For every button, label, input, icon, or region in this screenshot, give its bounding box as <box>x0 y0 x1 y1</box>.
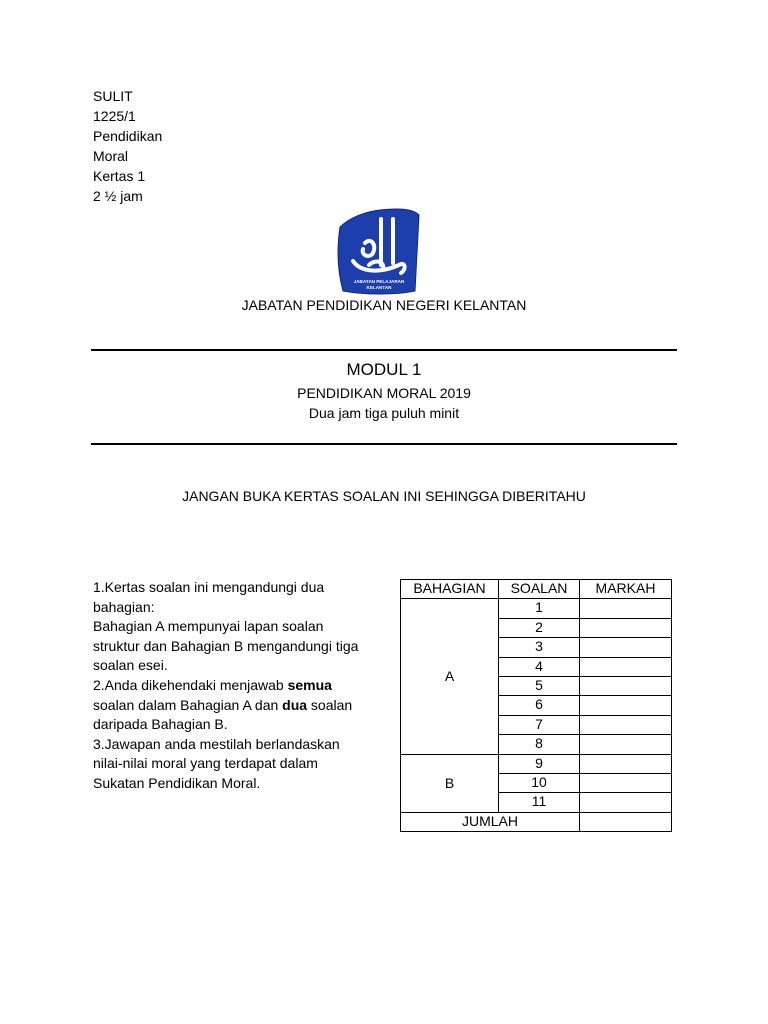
question-number: 11 <box>499 793 580 812</box>
mark-cell <box>580 735 672 754</box>
total-label: JUMLAH <box>401 812 580 831</box>
question-number: 5 <box>499 676 580 695</box>
emphasis-dua: dua <box>282 696 308 713</box>
question-number: 1 <box>499 599 580 618</box>
question-number: 9 <box>499 754 580 773</box>
department-name: JABATAN PENDIDIKAN NEGERI KELANTAN <box>241 297 527 313</box>
paper-header <box>93 86 162 206</box>
paper-code: 1225/1 <box>93 108 136 124</box>
module-title: MODUL 1 <box>346 360 422 379</box>
mark-cell <box>580 599 672 618</box>
top-divider <box>91 349 677 351</box>
question-number: 10 <box>499 773 580 792</box>
section-b-cell: B <box>401 754 499 812</box>
header-soalan: SOALAN <box>499 580 580 599</box>
question-number: 2 <box>499 618 580 637</box>
classification-label: SULIT <box>93 88 133 104</box>
emphasis-semua: semua <box>287 676 332 693</box>
exam-subject: PENDIDIKAN MORAL 2019 <box>297 385 471 401</box>
total-row <box>401 812 672 831</box>
department-logo <box>335 203 423 299</box>
instructions <box>93 578 373 794</box>
instruction-2: 2.Anda dikehendaki menjawab semua soalan dalam Bahagian A dan dua soalan daripada Bahagian B. <box>93 676 353 733</box>
svg-text:JABATAN PELAJARAN: JABATAN PELAJARAN <box>353 279 405 284</box>
table-header-row <box>401 580 672 599</box>
svg-text:KELANTAN: KELANTAN <box>366 285 392 290</box>
question-number: 8 <box>499 735 580 754</box>
total-mark-cell <box>580 812 672 831</box>
table-row <box>401 599 672 618</box>
mark-cell <box>580 715 672 734</box>
table-row <box>401 754 672 773</box>
question-number: 7 <box>499 715 580 734</box>
mark-cell <box>580 676 672 695</box>
mark-cell <box>580 754 672 773</box>
marks-table <box>400 579 672 832</box>
do-not-open-warning: JANGAN BUKA KERTAS SOALAN INI SEHINGGA DIBERITAHU <box>182 488 586 504</box>
mark-cell <box>580 657 672 676</box>
mark-cell <box>580 618 672 637</box>
paper-number: Kertas 1 <box>93 168 146 184</box>
instruction-1-intro: 1.Kertas soalan ini mengandungi dua bahagian: <box>93 579 325 615</box>
paper-time: 2 ½ jam <box>93 188 143 204</box>
instruction-1-detail: Bahagian A mempunyai lapan soalan struktur dan Bahagian B mengandungi tiga soalan esei. <box>93 618 359 674</box>
subject-line-2: Moral <box>93 148 129 164</box>
mark-cell <box>580 773 672 792</box>
subject-line-1: Pendidikan <box>93 128 163 144</box>
question-number: 6 <box>499 696 580 715</box>
mark-cell <box>580 638 672 657</box>
question-number: 4 <box>499 657 580 676</box>
mark-cell <box>580 696 672 715</box>
header-bahagian: BAHAGIAN <box>401 580 499 599</box>
header-markah: MARKAH <box>580 580 672 599</box>
bottom-divider <box>91 443 677 445</box>
exam-duration: Dua jam tiga puluh minit <box>308 405 460 421</box>
question-number: 3 <box>499 638 580 657</box>
mark-cell <box>580 793 672 812</box>
instruction-3: 3.Jawapan anda mestilah berlandaskan nilai-nilai moral yang terdapat dalam Sukatan Pendidikan Moral. <box>93 735 340 791</box>
section-a-cell: A <box>401 599 499 754</box>
